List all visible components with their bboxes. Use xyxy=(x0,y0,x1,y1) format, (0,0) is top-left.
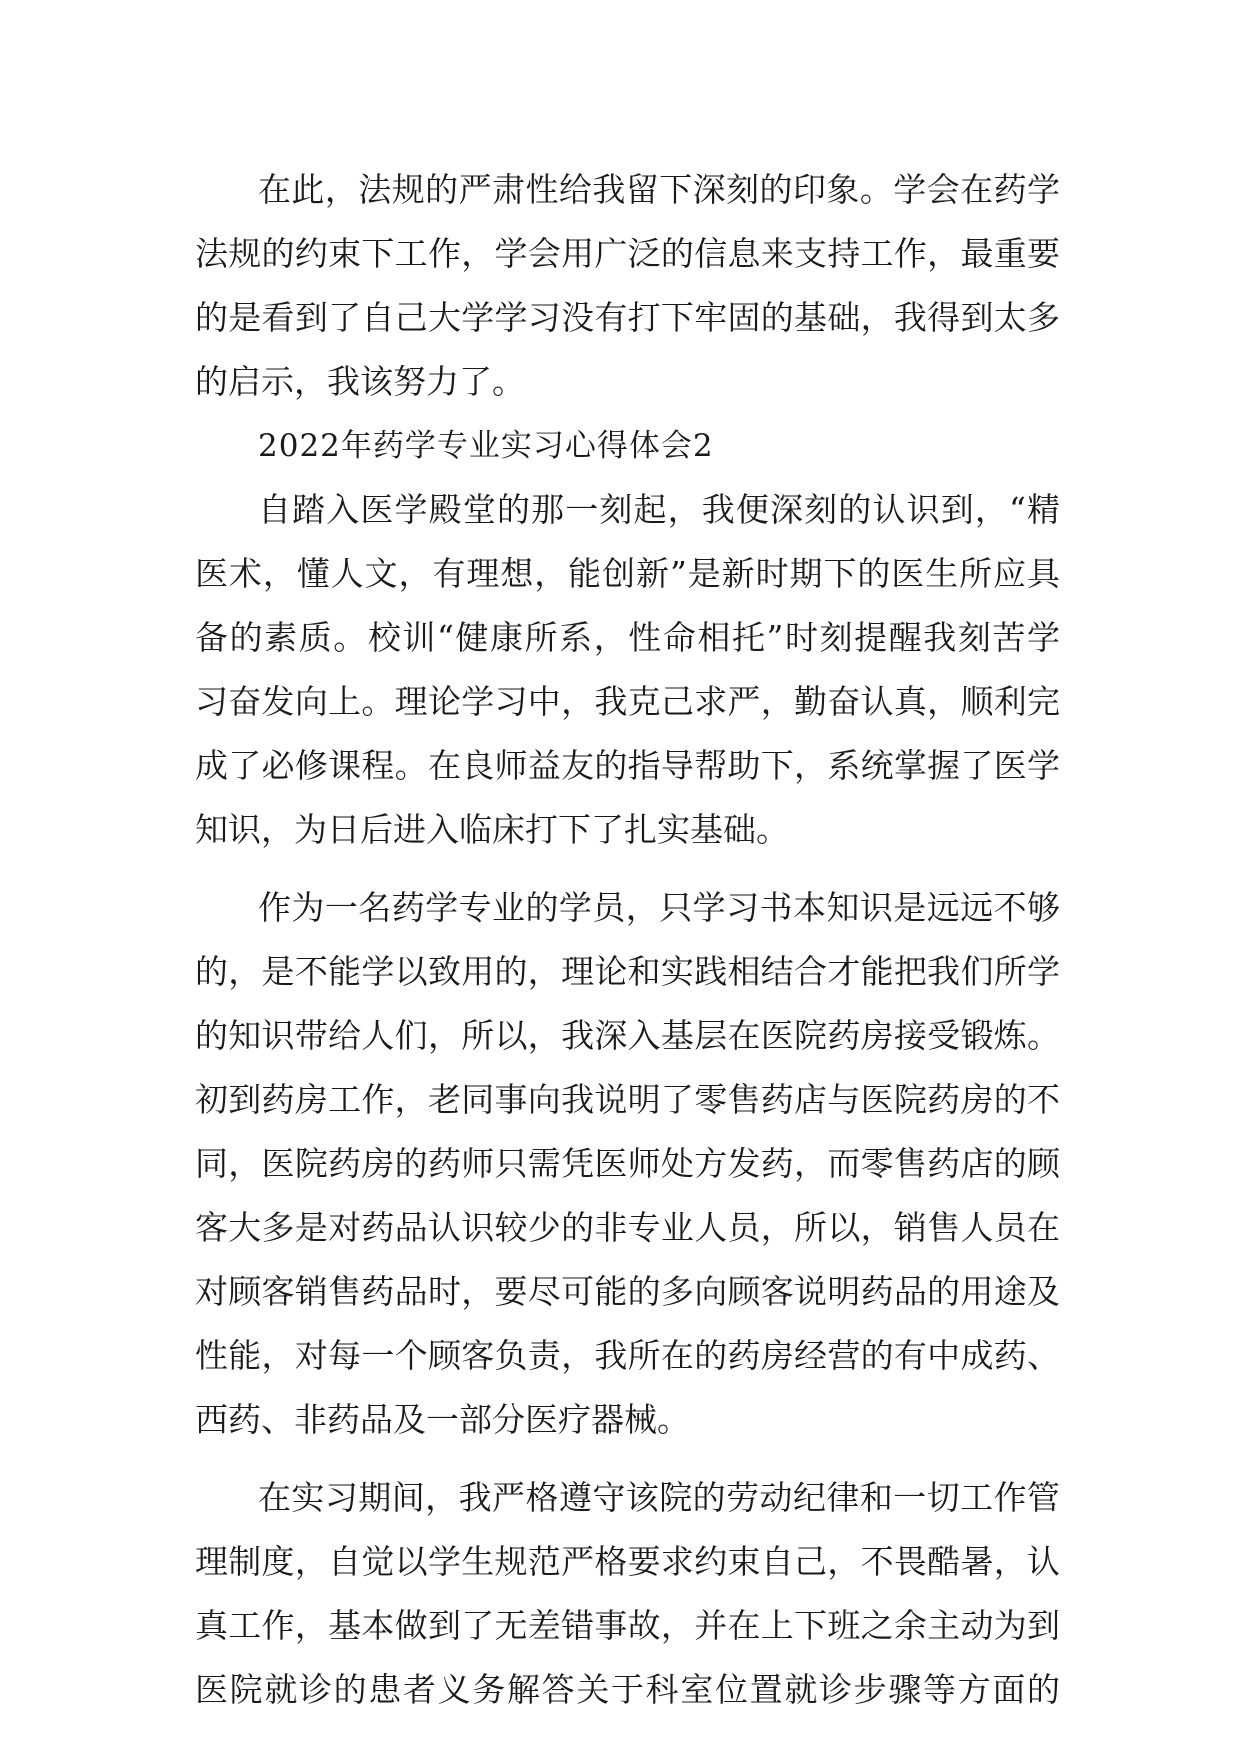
text-line: 作为一名药学专业的学员，只学习书本知识是远远不够 xyxy=(258,888,1060,927)
paragraph-3 xyxy=(195,876,1060,1452)
text-line: 客大多是对药品认识较少的非专业人员，所以，销售人员在 xyxy=(195,1208,1060,1247)
paragraph-4 xyxy=(195,1466,1060,1722)
text-line: 备的素质。校训“健康所系，性命相托”时刻提醒我刻苦学 xyxy=(195,618,1060,657)
paragraph-gap xyxy=(195,862,1060,876)
text-line: 西药、非药品及一部分医疗器械。 xyxy=(195,1400,690,1439)
heading-text: 2022年药学专业实习心得体会2 xyxy=(258,428,714,464)
text-line: 医院就诊的患者义务解答关于科室位置就诊步骤等方面的 xyxy=(195,1670,1060,1709)
text-line: 同，医院药房的药师只需凭医师处方发药，而零售药店的顾 xyxy=(195,1144,1060,1183)
text-line: 医术，懂人文，有理想，能创新”是新时期下的医生所应具 xyxy=(195,554,1060,593)
text-line: 初到药房工作，老同事向我说明了零售药店与医院药房的不 xyxy=(195,1080,1060,1119)
text-line: 性能，对每一个顾客负责，我所在的药房经营的有中成药、 xyxy=(195,1336,1060,1375)
text-line: 在实习期间，我严格遵守该院的劳动纪律和一切工作管 xyxy=(258,1478,1060,1517)
text-line: 成了必修课程。在良师益友的指导帮助下，系统掌握了医学 xyxy=(195,746,1060,785)
text-line: 习奋发向上。理论学习中，我克己求严，勤奋认真，顺利完 xyxy=(195,682,1060,721)
text-line: 对顾客销售药品时，要尽可能的多向顾客说明药品的用途及 xyxy=(195,1272,1060,1311)
section-heading xyxy=(195,414,1060,478)
text-line: 法规的约束下工作，学会用广泛的信息来支持工作，最重要 xyxy=(195,234,1060,273)
text-line: 在此，法规的严肃性给我留下深刻的印象。学会在药学 xyxy=(258,170,1060,209)
document-page xyxy=(195,158,1060,1722)
text-line: 知识，为日后进入临床打下了扎实基础。 xyxy=(195,810,789,849)
text-line: 的知识带给人们，所以，我深入基层在医院药房接受锻炼。 xyxy=(195,1016,1060,1055)
text-line: 的，是不能学以致用的，理论和实践相结合才能把我们所学 xyxy=(195,952,1060,991)
paragraph-1 xyxy=(195,158,1060,414)
paragraph-2 xyxy=(195,478,1060,862)
text-line: 理制度，自觉以学生规范严格要求约束自己，不畏酷暑，认 xyxy=(195,1542,1060,1581)
text-line: 的启示，我该努力了。 xyxy=(195,362,525,401)
text-line: 自踏入医学殿堂的那一刻起，我便深刻的认识到，“精 xyxy=(258,490,1060,529)
text-line: 的是看到了自己大学学习没有打下牢固的基础，我得到太多 xyxy=(195,298,1060,337)
paragraph-gap xyxy=(195,1452,1060,1466)
text-line: 真工作，基本做到了无差错事故，并在上下班之余主动为到 xyxy=(195,1606,1060,1645)
